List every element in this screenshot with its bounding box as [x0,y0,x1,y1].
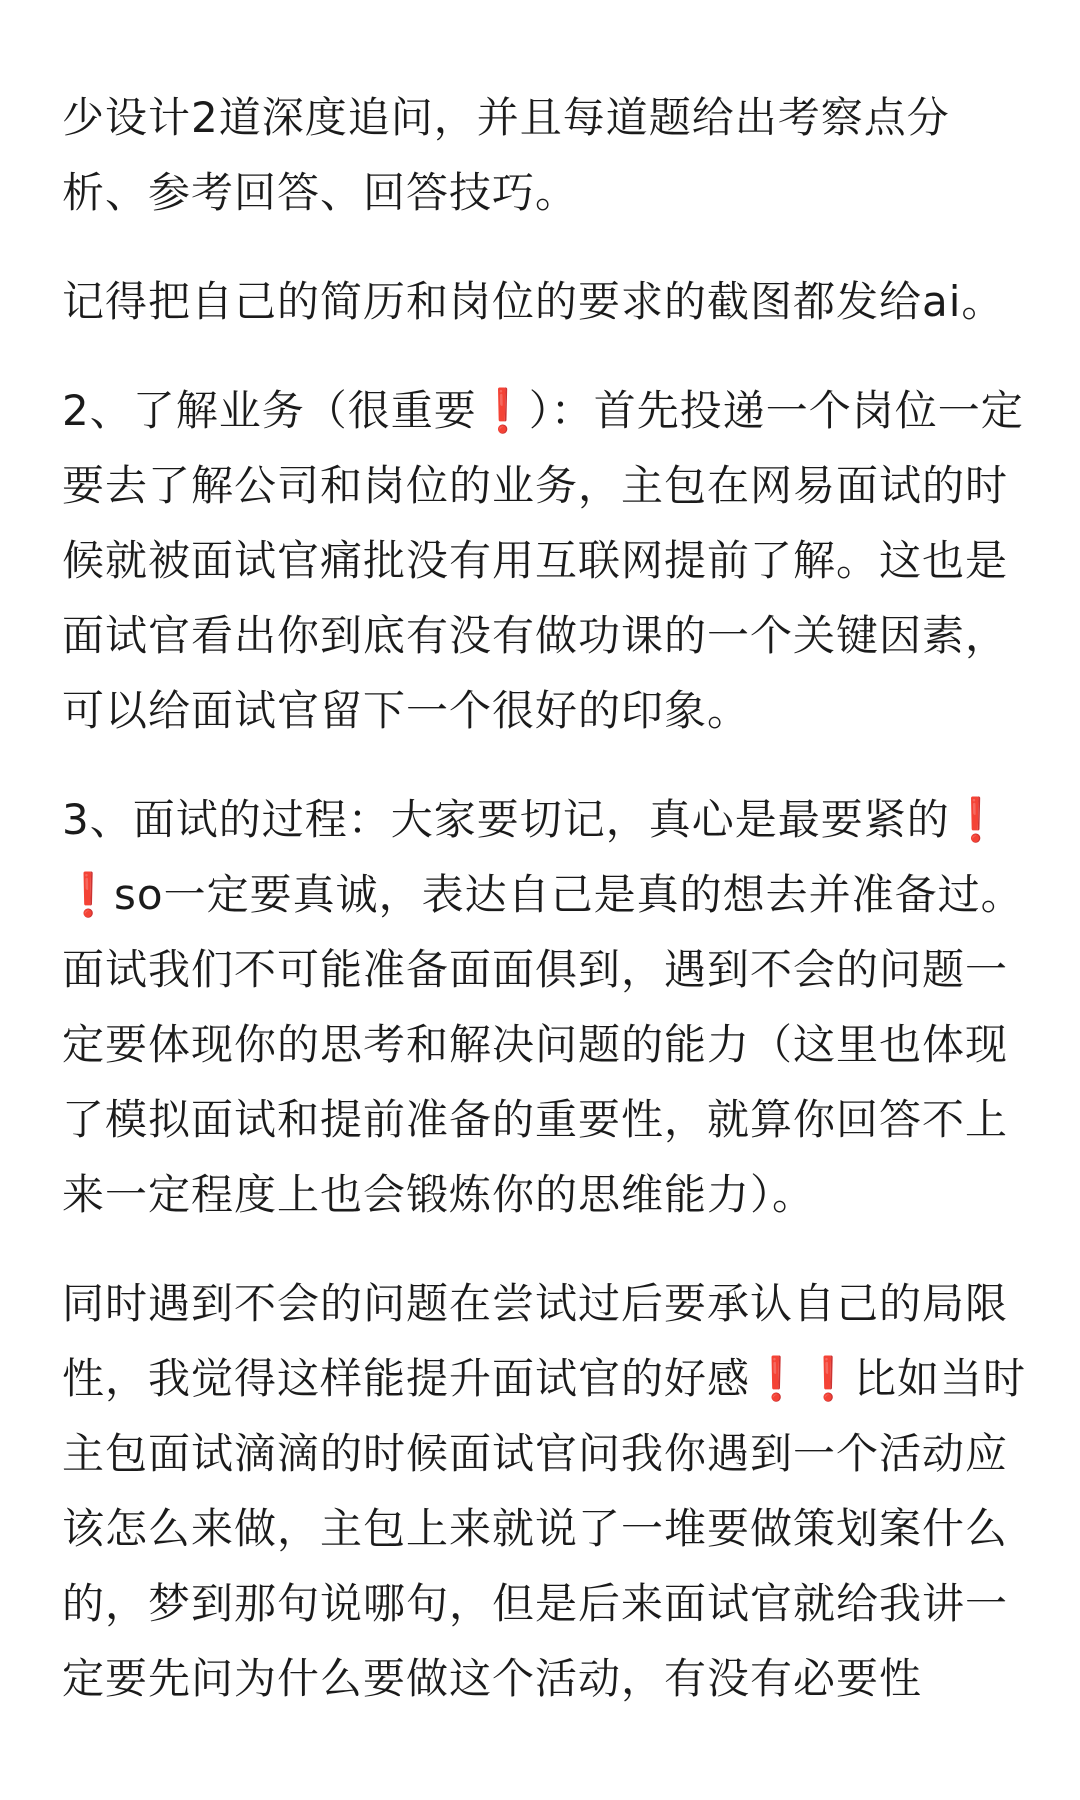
exclamation-icon: ❗ [949,795,1004,844]
paragraph-text: ）：首先投递一个岗位一定要去了解公司和岗位的业务，主包在网易面试的时候就被面试官痛批没有用互联网提前了解。这也是面试官看出你到底有没有做功课的一个关键因素，可以给面试官留下一个很好的印象。 [62,386,1024,735]
paragraph-text: 记得把自己的简历和岗位的要求的截图都发给ai。 [62,277,1005,326]
paragraph-text: 少设计2道深度追问，并且每道题给出考察点分析、参考回答、回答技巧。 [62,93,950,217]
paragraph-understand-business [62,373,1030,748]
paragraph-text: so一定要真诚，表达自己是真的想去并准备过。面试我们不可能准备面面俱到，遇到不会的问题一定要体现你的思考和解决问题的能力（这里也体现了模拟面试和提前准备的重要性，就算你回答不上来一定程度上也会锻炼你的思维能力）。 [62,870,1024,1219]
exclamation-icon: ❗ [62,870,116,919]
paragraph-admit-limits [62,1266,1030,1716]
paragraph-text: 同时遇到不会的问题在尝试过后要承认自己的局限性，我觉得这样能提升面试官的好感 [62,1279,1009,1403]
paragraph-text: 3、面试的过程：大家要切记，真心是最要紧的 [62,795,950,844]
paragraph-interview-process [62,782,1030,1232]
paragraph-send-resume [62,264,1030,339]
paragraph-text: 比如当时主包面试滴滴的时候面试官问我你遇到一个活动应该怎么来做，主包上来就说了一堆要做策划案什么的，梦到那句说哪句，但是后来面试官就给我讲一定要先问为什么要做这个活动，有没有必要性 [62,1354,1027,1703]
paragraph-text: 2、了解业务（很重要 [62,386,477,435]
exclamation-icon: ❗ [750,1354,804,1403]
paragraph-interview-prep [62,80,1030,230]
exclamation-icon: ❗ [802,1354,856,1403]
article-body [62,80,1030,1750]
exclamation-icon: ❗ [476,386,531,435]
